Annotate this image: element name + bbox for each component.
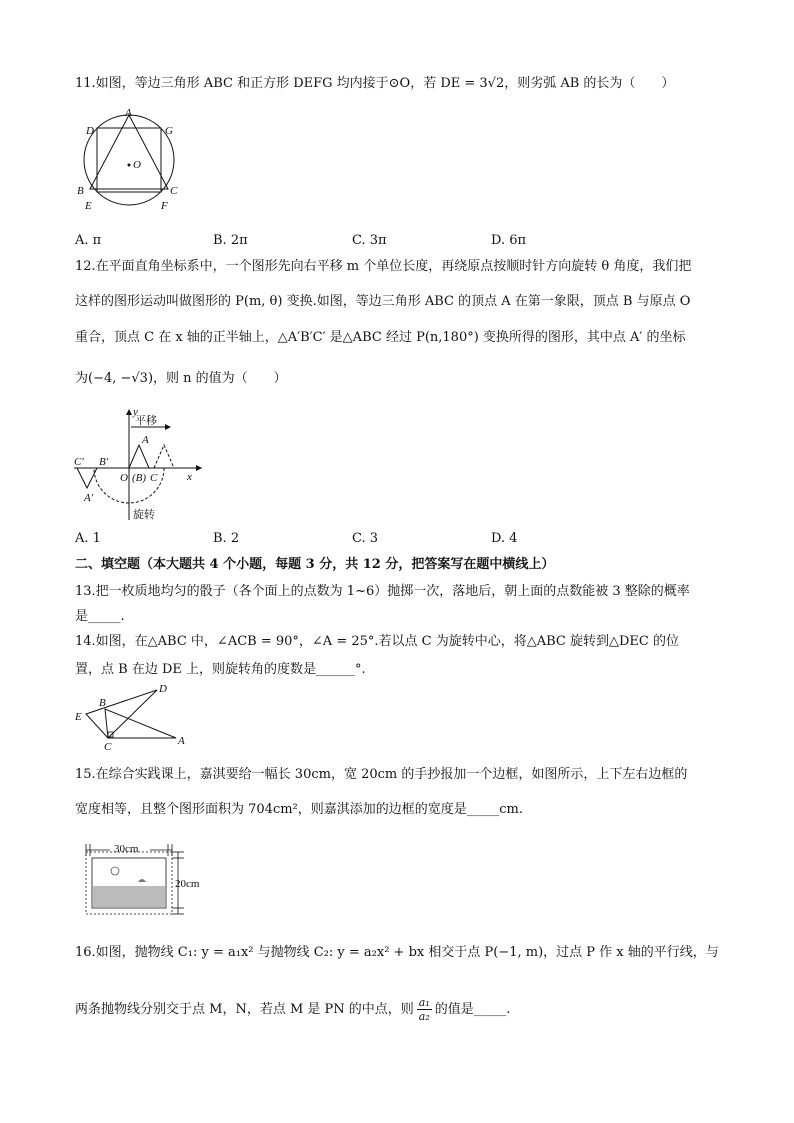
q12-option-a[interactable]: A. 1 <box>75 531 101 546</box>
triangle-abc <box>90 115 168 189</box>
q15-line-2: 宽度相等，且整个图形面积为 704cm²，则嘉淇添加的边框的宽度是_____cm. <box>75 802 524 817</box>
label-c-prime: C′ <box>74 456 84 468</box>
x-axis-label: x <box>187 471 192 483</box>
label-b: B <box>77 185 84 197</box>
q15-figure <box>72 838 242 923</box>
triangle-shifted <box>154 445 174 468</box>
q12-option-b[interactable]: B. 2 <box>213 531 240 546</box>
q11-option-d[interactable]: D. 6π <box>491 233 527 248</box>
rotate-label: 旋转 <box>133 509 155 521</box>
q15-line-1: 15.在综合实践课上，嘉淇要给一幅长 30cm，宽 20cm 的手抄报加一个边框，如图所示，上下左右边框的 <box>75 767 688 782</box>
q13-line-2: 是_____. <box>75 609 125 624</box>
q14-figure <box>72 682 192 754</box>
q11-option-b[interactable]: B. 2π <box>213 233 248 248</box>
label-d: D <box>159 683 167 695</box>
q16-fraction-denominator: a₂ <box>418 1010 430 1023</box>
label-b: (B) <box>132 472 147 484</box>
q16-fraction <box>417 996 432 1023</box>
width-label: 30cm <box>114 843 139 855</box>
label-c: C <box>104 741 112 753</box>
height-label: 20cm <box>175 878 200 890</box>
translate-label: 平移 <box>135 415 157 427</box>
q16-line-2-prefix: 两条抛物线分别交于点 M，N，若点 M 是 PN 的中点，则 <box>75 1001 414 1017</box>
triangle-abc <box>105 709 176 738</box>
y-axis-label: y <box>133 406 138 418</box>
label-c: C <box>170 185 178 197</box>
label-c: C <box>150 472 158 484</box>
q12-stem-line-4: 为(−4, −√3)，则 n 的值为（ ） <box>75 371 287 386</box>
label-a-prime: A′ <box>84 492 94 504</box>
q16-line-2 <box>75 996 510 1023</box>
q11-stem: 11.如图，等边三角形 ABC 和正方形 DEFG 均内接于⊙O，若 DE = 3√2，则劣弧 AB 的长为（ ） <box>75 76 675 91</box>
label-a: A <box>125 108 132 119</box>
label-b-prime: B′ <box>99 456 109 468</box>
q12-figure <box>72 405 207 523</box>
q14-line-2: 置，点 B 在边 DE 上，则旋转角的度数是______°. <box>75 662 366 677</box>
q16-line-2-suffix: 的值是_____. <box>434 1001 511 1017</box>
triangle-dec <box>86 690 157 738</box>
section-2-heading: 二、填空题（本大题共 4 个小题，每题 3 分，共 12 分，把答案写在题中横线上） <box>75 557 555 572</box>
label-f: F <box>161 200 168 212</box>
label-d: D <box>86 125 94 137</box>
q12-stem-line-2: 这样的图形运动叫做图形的 P(m, θ) 变换.如图，等边三角形 ABC 的顶点 A 在第一象限，顶点 B 与原点 O <box>75 294 691 309</box>
triangle-abc <box>129 445 149 468</box>
label-e: E <box>85 200 92 212</box>
q11-option-c[interactable]: C. 3π <box>352 233 387 248</box>
q14-line-1: 14.如图，在△ABC 中，∠ACB = 90°，∠A = 25°.若以点 C 为旋转中心，将△ABC 旋转到△DEC 的位 <box>75 634 679 649</box>
label-o: O <box>133 159 141 171</box>
q12-option-d[interactable]: D. 4 <box>491 531 518 546</box>
q16-fraction-numerator: a₁ <box>418 996 430 1009</box>
label-a: A <box>142 434 149 446</box>
q11-option-a[interactable]: A. π <box>75 233 102 248</box>
q12-stem-line-3: 重合，顶点 C 在 x 轴的正半轴上，△A′B′C′ 是△ABC 经过 P(n,180°) 变换所得的图形，其中点 A′ 的坐标 <box>75 330 686 345</box>
q11-figure <box>76 108 186 213</box>
label-origin: O <box>120 472 128 484</box>
label-g: G <box>165 125 173 137</box>
q12-stem-line-1: 12.在平面直角坐标系中，一个图形先向右平移 m 个单位长度，再绕原点按顺时针方向旋转 θ 角度，我们把 <box>75 259 692 274</box>
q13-line-1: 13.把一枚质地均匀的骰子（各个面上的点数为 1~6）抛掷一次，落地后，朝上面的点数能被 3 整除的概率 <box>75 584 690 599</box>
q16-line-1: 16.如图，抛物线 C₁: y = a₁x² 与抛物线 C₂: y = a₂x² + bx 相交于点 P(−1, m)，过点 P 作 x 轴的平行线，与 <box>75 945 719 960</box>
q12-option-c[interactable]: C. 3 <box>352 531 379 546</box>
label-a: A <box>178 735 185 747</box>
label-b: B <box>99 697 106 709</box>
label-e: E <box>75 711 82 723</box>
square-defg <box>97 128 161 192</box>
